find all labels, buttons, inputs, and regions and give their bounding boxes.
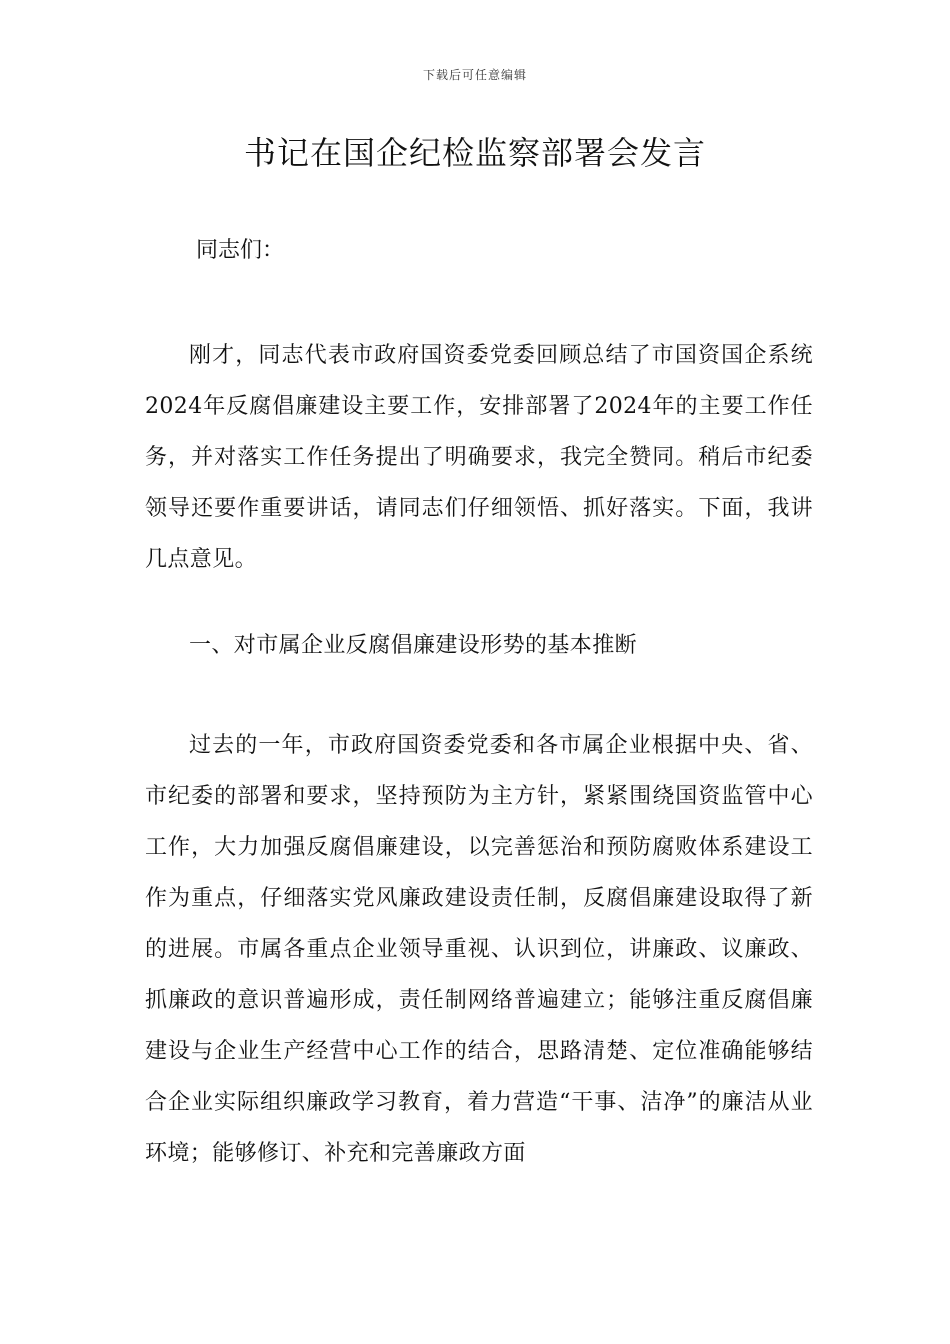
body-paragraph-1: 刚才，同志代表市政府国资委党委回顾总结了市国资国企系统2024年反腐倡廉建设主要工作，安排部署了2024年的主要工作任务，并对落实工作任务提出了明确要求，我完全赞同。稍后市纪委领导还要作重要讲话，请同志们仔细领悟、抓好落实。下面，我讲几点意见。 — [145, 343, 813, 572]
body-paragraph-2: 过去的一年，市政府国资委党委和各市属企业根据中央、省、市纪委的部署和要求，坚持预防为主方针，紧紧围绕国资监管中心工作，大力加强反腐倡廉建设，以完善惩治和预防腐败体系建设工作为重点，仔细落实党风廉政建设责任制，反腐倡廉建设取得了新的进展。市属各重点企业领导重视、认识到位，讲廉政、议廉政、抓廉政的意识普遍形成，责任制网络普遍建立；能够注重反腐倡廉建设与企业生产经营中心工作的结合，思路清楚、定位准确能够结合企业实际组织廉政学习教育，着力营造“干事、洁净”的廉洁从业环境；能够修订、补充和完善廉政方面 — [145, 733, 813, 1166]
section-heading-1: 一、对市属企业反腐倡廉建设形势的基本推断 — [189, 633, 638, 658]
header-note: 下载后可任意编辑 — [422, 68, 527, 82]
greeting: 同志们： — [196, 238, 285, 263]
document-title: 书记在国企纪检监察部署会发言 — [243, 134, 706, 172]
